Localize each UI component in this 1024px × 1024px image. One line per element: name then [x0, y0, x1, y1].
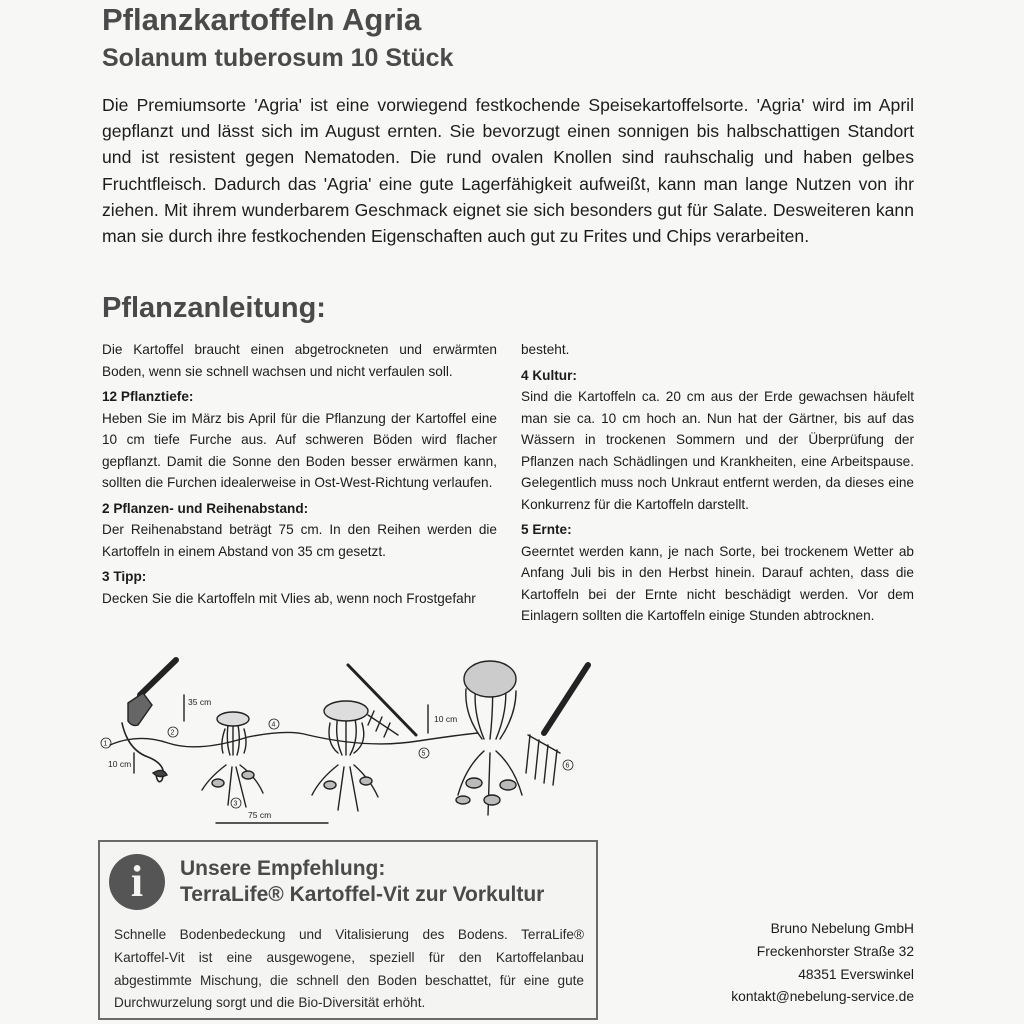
step-number-1: 1: [103, 740, 108, 748]
row-distance-label: 75 cm: [248, 810, 272, 820]
company-email[interactable]: kontakt@nebelung-service.de: [731, 989, 914, 1005]
step-heading: 4 Kultur:: [521, 367, 577, 383]
step-text: Heben Sie im März bis April für die Pflanzung der Kartoffel eine 10 cm tiefe Furche aus. Auf schweren Böden wird flacher gepflanzt. Damit die Sonne den Boden besser erwärmen kann, sollten die Furchen idealerweise in Ost-West-Richtung verlaufen.: [102, 410, 497, 490]
page-title: Pflanzkartoffeln Agria: [102, 2, 422, 37]
recommendation-body: Schnelle Bodenbedeckung und Vitalisierung des Bodens. TerraLife® Kartoffel-Vit ist eine ausgewogene, speziell für den Kartoffelanbau abgestimmte Mischung, die schnell den Boden beschattet, für eine gute Durchwurzelung sorgt und die Bio-Diversität erhöht.: [114, 927, 584, 1011]
intro-paragraph: Die Premiumsorte 'Agria' ist eine vorwiegend festkochende Speisekartoffelsorte. 'Agria' wird im April gepflanzt und lässt sich im August ernten. Sie bevorzugt einen sonnigen bis halbschattigen Standort und ist resistent gegen Nematoden. Die rund ovalen Knollen sind rauhschalig und haben gelbes Fruchtfleisch. Dadurch das 'Agria' eine gute Lagerfähigkeit aufweißt, kann man lange Nutzen von ihr ziehen. Mit ihrem wunderbarem Geschmack eignet sie sich besonders gut für Salate. Desweiteren kann man sie durch ihre festkochenden Eigenschaften auch gut zu Frites und Chips verarbeiten.: [102, 95, 914, 247]
section-heading: Pflanzanleitung:: [102, 292, 326, 324]
planting-illustration: [98, 655, 598, 830]
ground-line: [110, 729, 478, 746]
step-text: Decken Sie die Kartoffeln mit Vlies ab, wenn noch Frostgefahr: [102, 590, 476, 606]
mature-plant-drawing: [456, 661, 522, 815]
spacing-label: 35 cm: [188, 697, 212, 707]
digging-fork-drawing: [526, 665, 588, 785]
page-subtitle: Solanum tuberosum 10 Stück: [102, 44, 454, 72]
step-text: Geerntet werden kann, je nach Sorte, bei trockenem Wetter ab Anfang Juli bis in den Herbst hinein. Darauf achten, dass die Kartoffeln bei der Ernte nicht beschädigt werden. Vor dem Einlagern sollten die Kartoffeln einige Stunden abtrocknen.: [521, 543, 914, 623]
company-street: Freckenhorster Straße 32: [756, 943, 914, 959]
step-heading: 5 Ernte:: [521, 522, 572, 537]
company-city: 48351 Everswinkel: [798, 966, 914, 982]
step-number-3: 3: [233, 800, 238, 808]
instructions-left-column: [102, 339, 497, 613]
recommendation-subheading: TerraLife® Kartoffel-Vit zur Vorkultur: [180, 883, 545, 906]
step-text: Sind die Kartoffeln ca. 20 cm aus der Erde gewachsen häufelt man sie ca. 10 cm hoch an. Nun hat der Gärtner, bis auf das Wässern in trockenen Sommern und der Überprüfung der Pflanzen nach Schädlingen und Krankheiten, eine Arbeitspause. Gelegentlich muss noch Unkraut entfernt werden, da dieses eine Konkurrenz für die Kartoffeln darstellt.: [521, 389, 914, 512]
step-heading: 12 Pflanztiefe:: [102, 389, 194, 404]
young-plant-drawing: [312, 701, 378, 811]
step-number-6: 6: [565, 762, 570, 770]
hilling-label: 10 cm: [434, 714, 458, 724]
recommendation-heading: Unsere Empfehlung:: [180, 857, 386, 880]
depth-label: 10 cm: [108, 759, 132, 769]
lead-paragraph: Die Kartoffel braucht einen abgetrockneten und erwärmten Boden, wenn sie schnell wachsen und nicht verfaulen soll.: [102, 342, 497, 379]
rake-drawing: [348, 665, 416, 737]
seedling-drawing: [202, 712, 263, 807]
recommendation-box: [98, 840, 598, 1020]
step-heading: 2 Pflanzen- und Reihenabstand:: [102, 500, 309, 516]
info-icon: i: [109, 854, 165, 910]
instructions-right-column: [521, 339, 914, 631]
step-number-4: 4: [271, 721, 276, 729]
step-text: Der Reihenabstand beträgt 75 cm. In den Reihen werden die Kartoffeln in einem Abstand von 35 cm gesetzt.: [102, 522, 497, 559]
company-address: [700, 918, 914, 1009]
step-continuation: besteht.: [521, 342, 570, 357]
step-number-5: 5: [421, 750, 426, 758]
company-name: Bruno Nebelung GmbH: [770, 921, 914, 936]
step-heading: 3 Tipp:: [102, 569, 147, 584]
step-number-2: 2: [170, 729, 175, 737]
